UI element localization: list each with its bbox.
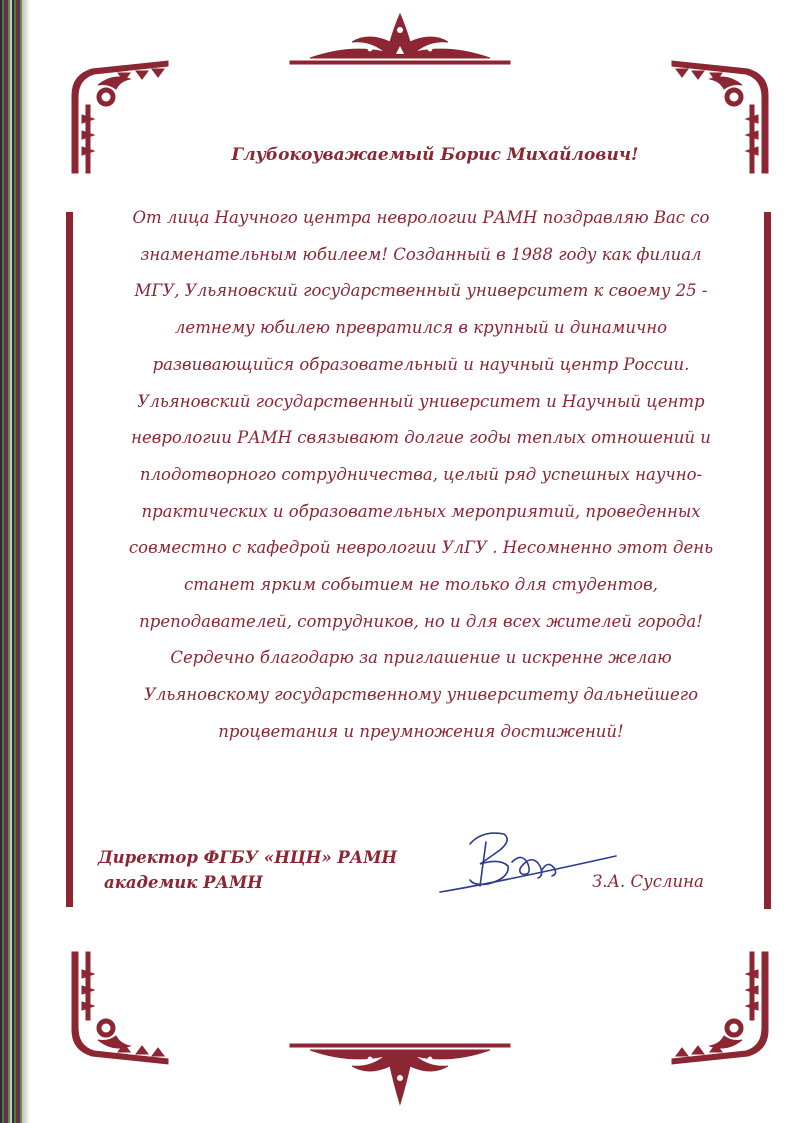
bottom-left-corner-ornament: [68, 950, 178, 1070]
right-border-bar: [764, 212, 771, 909]
body-line: знаменательным юбилеем! Созданный в 1988 году как филиал: [140, 244, 702, 264]
letter-body: [96, 200, 746, 751]
body-line: Ульяновскому государственному университету дальнейшего: [143, 685, 699, 705]
top-center-ornament: [290, 8, 510, 68]
body-line: От лица Научного центра неврологии РАМН поздравляю Вас со: [132, 208, 710, 227]
signatory-title-line2: академик РАМН: [104, 873, 263, 892]
body-line: летнему юбилею превратился в крупный и динамично: [174, 318, 668, 338]
body-line: плодотворного сотрудничества, целый ряд успешных научно-: [139, 464, 703, 484]
body-line: станет ярким событием не только для студентов,: [184, 575, 658, 595]
salutation: Глубокоуважаемый Борис Михайлович!: [231, 145, 639, 165]
body-line: МГУ, Ульяновский государственный университет к своему 25 -: [134, 281, 708, 301]
body-line: совместно с кафедрой неврологии УлГУ . Несомненно этот день: [128, 538, 714, 558]
bottom-right-corner-ornament: [662, 950, 772, 1070]
signatory-name: З.А. Суслина: [592, 872, 704, 891]
body-line: Сердечно благодарю за приглашение и искренне желаю: [170, 648, 672, 668]
signatory-title: [98, 845, 397, 895]
left-border-bar: [66, 212, 73, 907]
bottom-center-ornament: [290, 1040, 510, 1110]
body-line: Ульяновский государственный университет и Научный центр: [137, 391, 705, 411]
scan-edge-stripes: [0, 0, 30, 1123]
body-line: практических и образовательных мероприятий, проведенных: [141, 501, 701, 521]
signatory-title-line1: Директор ФГБУ «НЦН» РАМН: [98, 848, 398, 867]
body-line: неврологии РАМН связывают долгие годы теплых отношений и: [131, 428, 711, 448]
body-line: процветания и преумножения достижений!: [218, 721, 624, 741]
body-line: развивающийся образовательный и научный центр России.: [152, 354, 690, 374]
body-line: преподавателей, сотрудников, но и для всех жителей города!: [139, 611, 703, 631]
